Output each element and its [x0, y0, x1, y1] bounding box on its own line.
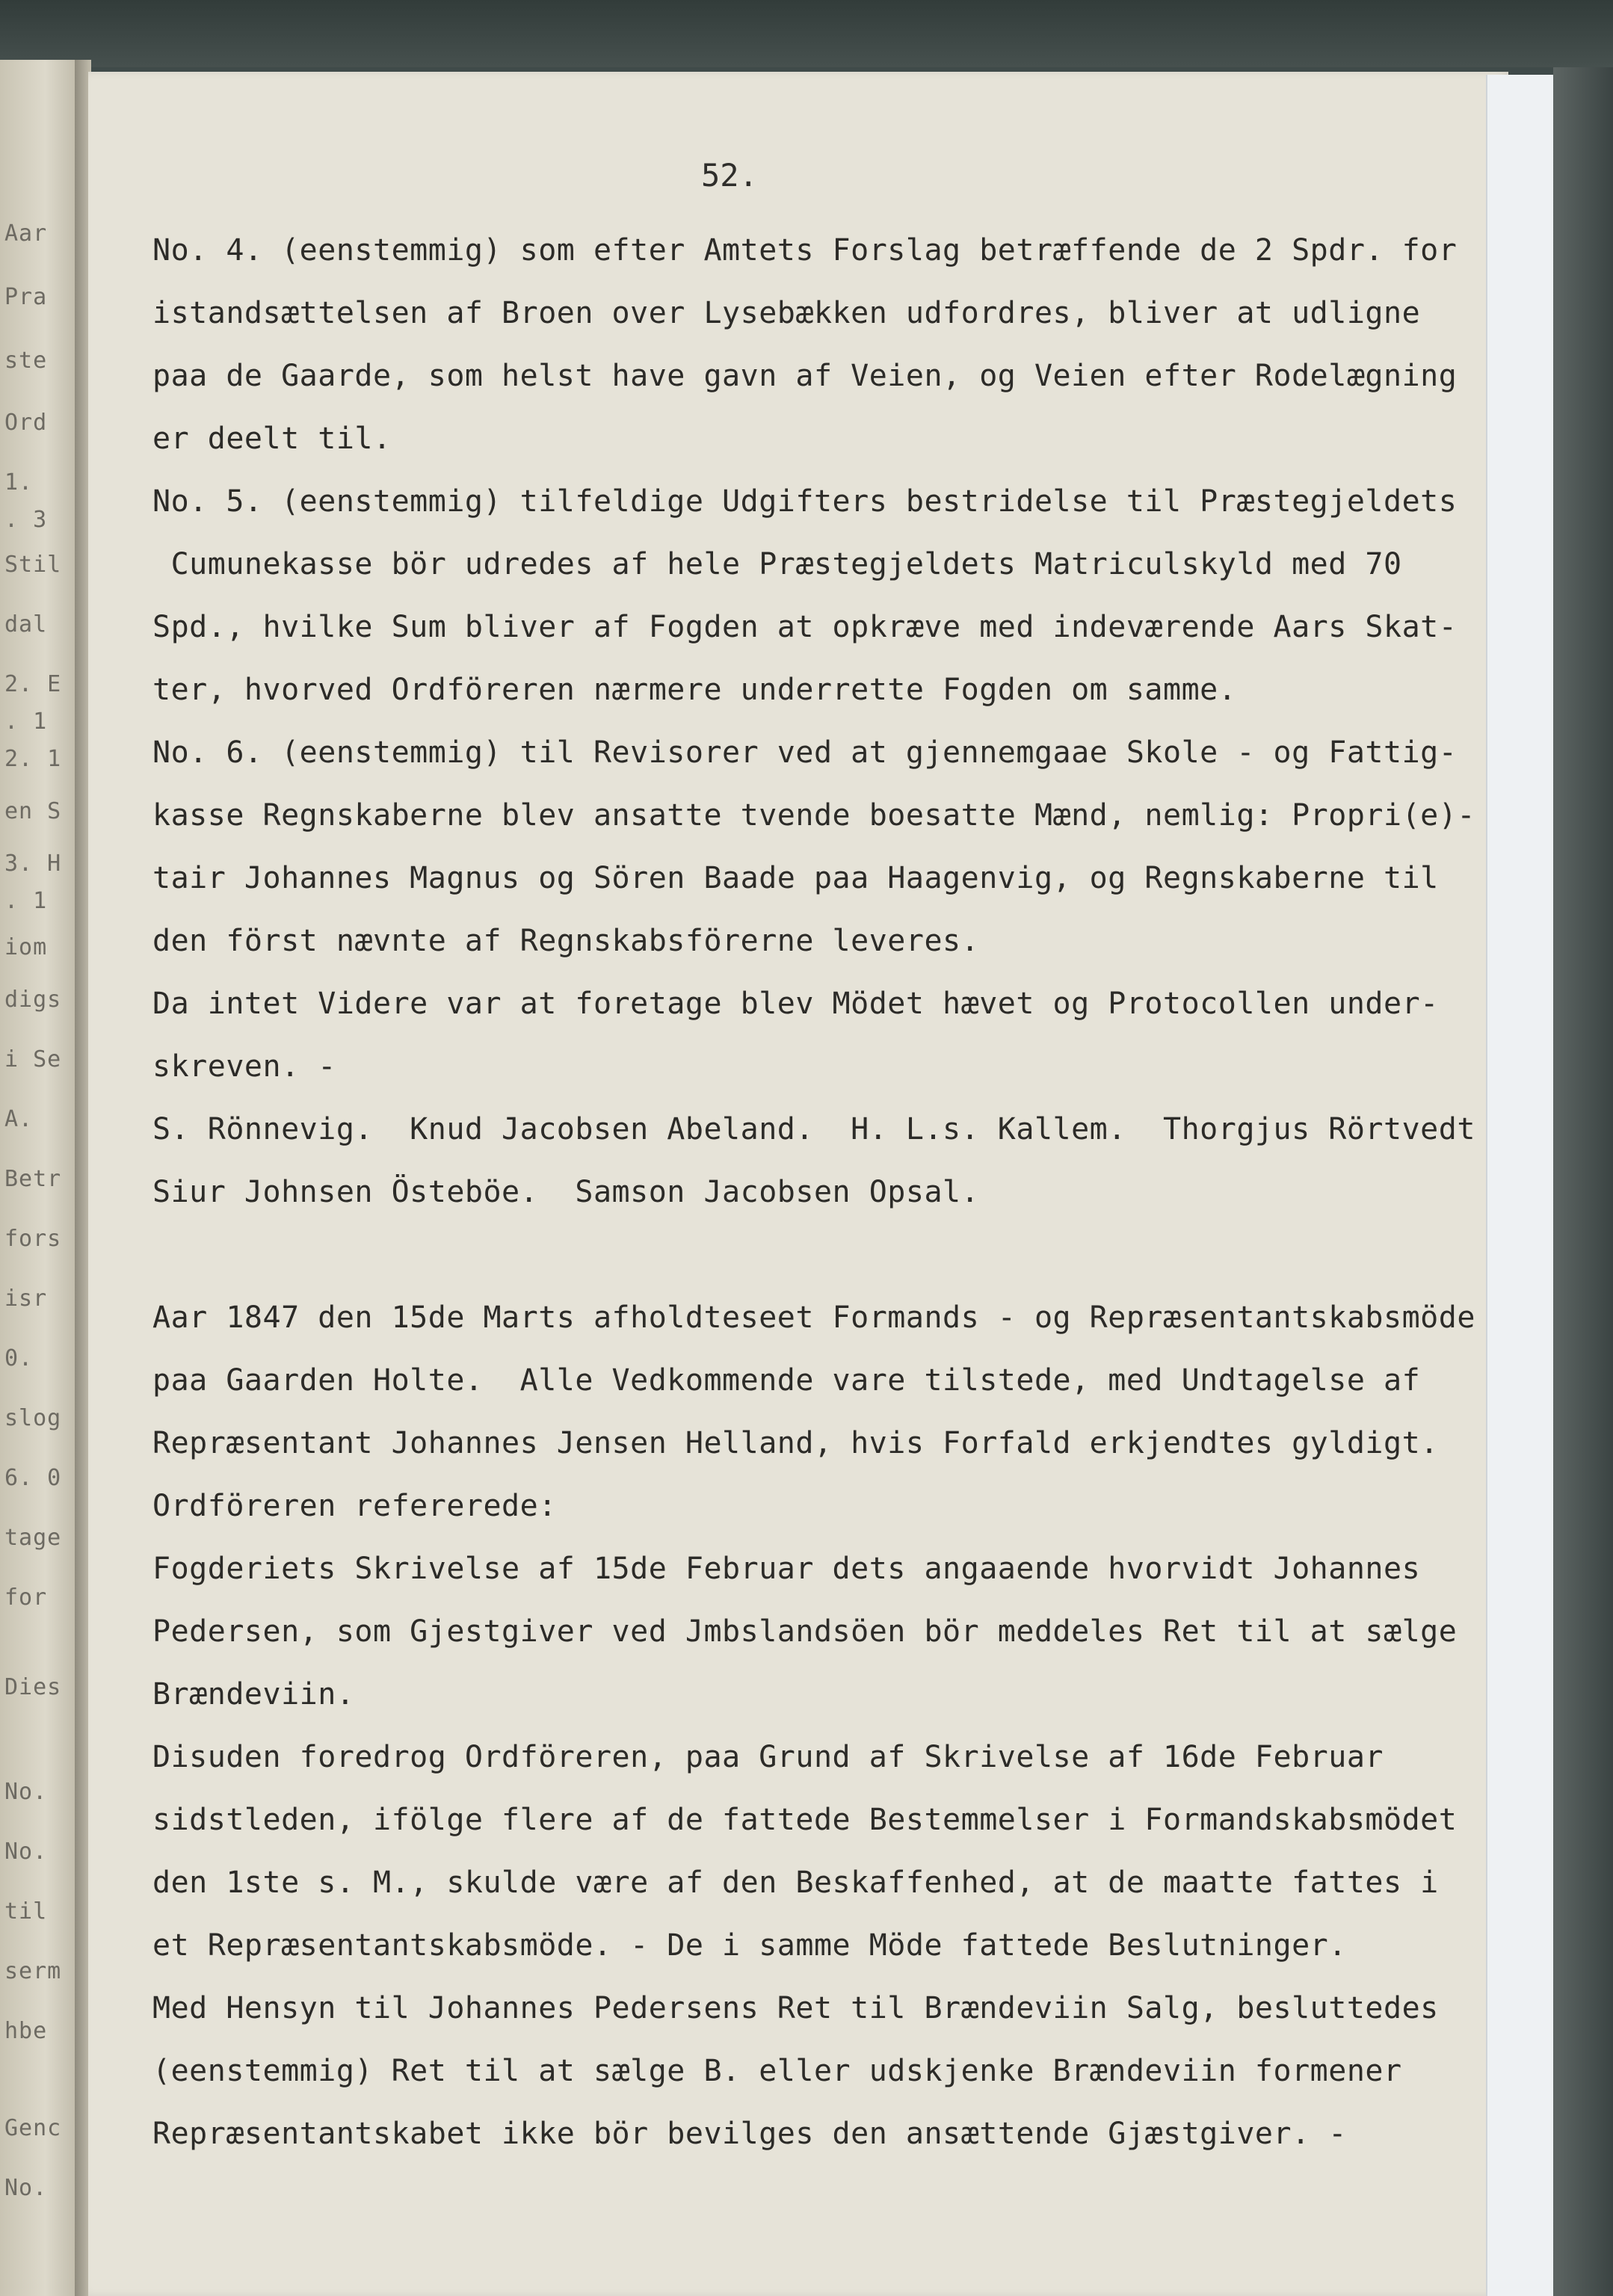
left-page-fragment: 6. 0	[4, 1465, 62, 1491]
text-line: Ordföreren refererede:	[152, 1489, 557, 1523]
left-page-fragment: iom	[4, 934, 48, 960]
text-line: (eenstemmig) Ret til at sælge B. eller udskjenke Brændeviin formener	[152, 2054, 1402, 2088]
left-page-fragment: digs	[4, 987, 62, 1013]
left-page-fragment: til	[4, 1898, 48, 1925]
text-line: tair Johannes Magnus og Sören Baade paa Haagenvig, og Regnskaberne til	[152, 861, 1439, 895]
text-line: Aar 1847 den 15de Marts afholdteseet Formands - og Repræsentantskabsmöde	[152, 1300, 1475, 1335]
left-page-fragment: ste	[4, 348, 48, 374]
text-line: Repræsentant Johannes Jensen Helland, hvis Forfald erkjendtes gyldigt.	[152, 1426, 1439, 1460]
left-page-fragment: en S	[4, 798, 62, 824]
text-line: Repræsentantskabet ikke bör bevilges den ansættende Gjæstgiver. -	[152, 2117, 1347, 2151]
left-page-fragment: A.	[4, 1106, 34, 1132]
text-line: sidstleden, ifölge flere af de fattede Bestemmelser i Formandskabsmödet	[152, 1803, 1458, 1837]
left-page-fragment: No.	[4, 1839, 48, 1865]
paper-slip	[1486, 75, 1555, 2296]
text-line: Da intet Videre var at foretage blev Mödet hævet og Protocollen under-	[152, 987, 1439, 1021]
left-page-fragment: Ord	[4, 410, 48, 436]
signature-line: Siur Johnsen Östeböe. Samson Jacobsen Opsal.	[152, 1175, 980, 1209]
left-page-fragment: dal	[4, 611, 48, 638]
left-page-fragment: fors	[4, 1226, 62, 1252]
left-page-fragment: . 1	[4, 888, 48, 914]
left-page-fragment: Betr	[4, 1166, 62, 1192]
left-page-fragment: hbe	[4, 2018, 48, 2044]
text-line: et Repræsentantskabsmöde. - De i samme Möde fattede Beslutninger.	[152, 1928, 1347, 1963]
text-line: Spd., hvilke Sum bliver af Fogden at opkræve med indeværende Aars Skat-	[152, 610, 1458, 644]
book-edge-right	[1553, 67, 1613, 2296]
left-page-fragment: . 3	[4, 507, 48, 533]
left-page-fragment: 2. E	[4, 671, 62, 697]
left-page-fragment: i Se	[4, 1046, 62, 1073]
text-line: Brændeviin.	[152, 1677, 355, 1712]
text-line: No. 4. (eenstemmig) som efter Amtets Forslag betræffende de 2 Spdr. for	[152, 233, 1458, 268]
left-page-fragment: No.	[4, 2175, 48, 2201]
text-line: Disuden foredrog Ordföreren, paa Grund af Skrivelse af 16de Februar	[152, 1740, 1384, 1774]
text-line: den 1ste s. M., skulde være af den Beskaffenhed, at de maatte fattes i	[152, 1866, 1439, 1900]
left-page-fragment: serm	[4, 1958, 62, 1984]
text-line: Med Hensyn til Johannes Pedersens Ret til Brændeviin Salg, besluttedes	[152, 1991, 1439, 2025]
left-page-fragment: 2. 1	[4, 746, 62, 772]
left-page-fragment: 3. H	[4, 851, 62, 877]
text-line: Cumunekasse bör udredes af hele Præstegjeldets Matriculskyld med 70	[152, 547, 1402, 581]
left-page-fragment: Pra	[4, 284, 48, 310]
text-line: paa Gaarden Holte. Alle Vedkommende vare tilstede, med Undtagelse af	[152, 1363, 1421, 1398]
left-page-fragment: Stil	[4, 552, 62, 578]
text-line: istandsættelsen af Broen over Lysebækken udfordres, bliver at udligne	[152, 296, 1421, 330]
left-page-fragment: Genc	[4, 2115, 62, 2141]
text-line: den först nævnte af Regnskabsförerne leveres.	[152, 924, 980, 958]
left-page-fragment: Aar	[4, 220, 48, 247]
page-number: 52.	[701, 157, 758, 194]
signature-line: S. Rönnevig. Knud Jacobsen Abeland. H. L.s. Kallem. Thorgjus Rörtvedt	[152, 1112, 1475, 1147]
text-line: No. 5. (eenstemmig) tilfeldige Udgifters bestridelse til Præstegjeldets	[152, 484, 1458, 519]
text-line: skreven. -	[152, 1049, 336, 1084]
text-line: Fogderiets Skrivelse af 15de Februar dets angaaende hvorvidt Johannes	[152, 1552, 1421, 1586]
text-line: kasse Regnskaberne blev ansatte tvende boesatte Mænd, nemlig: Propri(e)-	[152, 798, 1475, 833]
left-page-fragment: Dies	[4, 1674, 62, 1700]
left-page-edge	[0, 60, 82, 2296]
text-line: ter, hvorved Ordföreren nærmere underrette Fogden om samme.	[152, 673, 1237, 707]
text-line: Pedersen, som Gjestgiver ved Jmbslandsöen bör meddeles Ret til at sælge	[152, 1614, 1458, 1649]
left-page-fragment: . 1	[4, 709, 48, 735]
book-background	[0, 0, 1613, 67]
text-line: paa de Gaarde, som helst have gavn af Veien, og Veien efter Rodelægning	[152, 359, 1458, 393]
left-page-fragment: for	[4, 1584, 48, 1611]
left-page-fragment: isr	[4, 1286, 48, 1312]
left-page-fragment: 0.	[4, 1345, 34, 1371]
left-page-fragment: 1.	[4, 469, 34, 496]
left-page-fragment: No.	[4, 1779, 48, 1805]
text-line: No. 6. (eenstemmig) til Revisorer ved at gjennemgaae Skole - og Fattig-	[152, 735, 1458, 770]
left-page-fragment: tage	[4, 1525, 62, 1551]
text-line: er deelt til.	[152, 422, 392, 456]
left-page-fragment: slog	[4, 1405, 62, 1431]
